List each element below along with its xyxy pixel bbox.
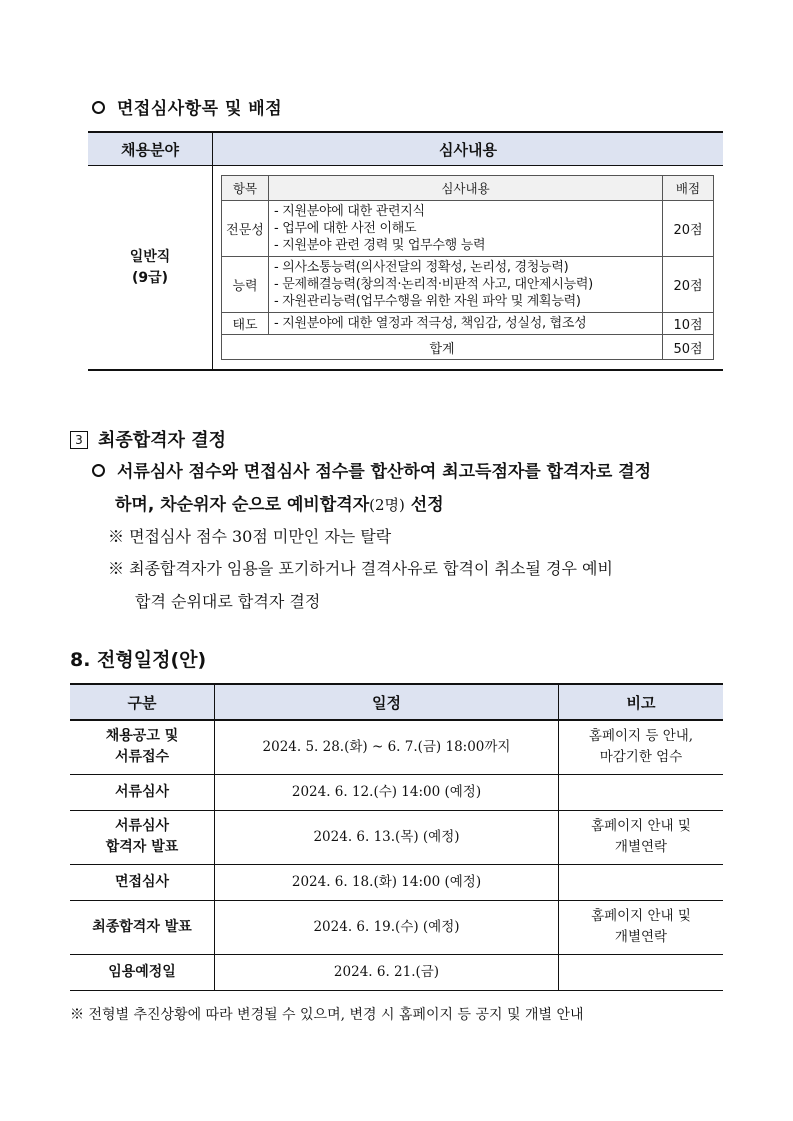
note-reserve-line2: 합격 순위대로 합격자 결정 [135,592,321,611]
schedule-memo [559,864,724,900]
schedule-memo [559,954,724,990]
criteria-details [269,313,663,335]
schedule-date: 2024. 6. 12.(수) 14:00 (예정) [215,774,559,810]
col-memo-header: 비고 [559,684,724,720]
schedule-row [70,954,723,990]
schedule-memo [559,720,724,774]
interview-criteria-heading [92,94,282,119]
inner-col-score: 배점 [663,176,714,201]
note-disqualify: ※ 면접심사 점수 30점 미만인 자는 탈락 [108,527,392,546]
paragraph-line-1 [92,456,732,489]
memo-line: 홈페이지 등 안내, [588,728,694,745]
criteria-item: 전문성 [222,201,269,257]
final-decision-title: 최종합격자 결정 [98,430,226,451]
memo-line: 홈페이지 안내 및 [591,818,691,834]
schedule-footnote: ※ 전형별 추진상황에 따라 변경될 수 있으며, 변경 시 홈페이지 등 공지 및 개별 안내 [70,1007,584,1023]
memo-line: 홈페이지 안내 및 [591,908,691,924]
field-cell [88,166,213,371]
schedule-date: 2024. 6. 21.(금) [215,954,559,990]
interview-table-body-row [88,166,723,371]
criteria-line: - 자원관리능력(업무수행을 위한 자원 파악 및 계획능력) [274,294,581,309]
criteria-row [222,201,714,257]
criteria-line: - 문제해결능력(창의적·논리적·비판적 사고, 대안제시능력) [274,277,593,292]
interview-table-header-row [88,132,723,166]
col-date-header: 일정 [215,684,559,720]
schedule-date: 2024. 6. 19.(수) (예정) [215,900,559,954]
schedule-header-row [70,684,723,720]
criteria-line: - 의사소통능력(의사전달의 정확성, 논리성, 경청능력) [274,260,569,275]
schedule-row [70,900,723,954]
schedule-category: 최종합격자 발표 [70,900,215,954]
memo-line: 마감기한 엄수 [599,749,683,766]
category-line: 서류심사 [114,818,170,834]
criteria-line: - 지원분야에 대한 열정과 적극성, 책임감, 성실성, 협조성 [274,316,587,331]
criteria-score: 20점 [663,257,714,313]
circle-bullet-icon [92,464,105,477]
inner-header-row [222,176,714,201]
schedule-category [70,810,215,864]
schedule-category: 임용예정일 [70,954,215,990]
schedule-category: 서류심사 [70,774,215,810]
schedule-date: 2024. 5. 28.(화) ~ 6. 7.(금) 18:00까지 [215,720,559,774]
criteria-line: - 지원분야 관련 경력 및 업무수행 능력 [274,238,486,253]
total-label: 합계 [222,335,663,360]
section-number-box: 3 [70,431,88,449]
content-cell [213,166,724,371]
schedule-date: 2024. 6. 13.(목) (예정) [215,810,559,864]
paragraph-text-1: 서류심사 점수와 면접심사 점수를 합산하여 최고득점자를 합격자로 결정 [117,462,652,482]
final-decision-heading [70,426,226,452]
schedule-heading: 8. 전형일정(안) [70,649,207,671]
category-line: 합격자 발표 [105,839,179,855]
schedule-row [70,774,723,810]
criteria-item: 능력 [222,257,269,313]
criteria-total-row [222,335,714,360]
schedule-row [70,810,723,864]
criteria-inner-table [221,175,714,360]
circle-bullet-icon [92,101,105,114]
paragraph-text-2c: 선정 [404,495,444,515]
field-name: 일반직 [129,248,171,265]
criteria-row [222,313,714,335]
final-decision-paragraph [92,456,732,522]
criteria-item: 태도 [222,313,269,335]
col-category-header: 구분 [70,684,215,720]
schedule-date: 2024. 6. 18.(화) 14:00 (예정) [215,864,559,900]
col-content-header: 심사내용 [213,132,724,166]
schedule-category: 면접심사 [70,864,215,900]
schedule-category [70,720,215,774]
inner-col-item: 항목 [222,176,269,201]
col-field-header: 채용분야 [88,132,213,166]
schedule-row [70,864,723,900]
paragraph-text-2a: 하며, 차순위자 순으로 예비합격자 [115,495,370,515]
category-line: 서류접수 [114,749,170,766]
schedule-memo [559,900,724,954]
criteria-details [269,257,663,313]
criteria-score: 20점 [663,201,714,257]
memo-line: 개별연락 [614,839,668,855]
criteria-row [222,257,714,313]
inner-col-content: 심사내용 [269,176,663,201]
field-grade: (9급) [131,269,169,286]
total-score: 50점 [663,335,714,360]
schedule-memo [559,810,724,864]
criteria-line: - 지원분야에 대한 관련지식 [274,204,425,219]
note-reserve [108,552,613,618]
interview-criteria-title: 면접심사항목 및 배점 [117,99,283,119]
schedule-table [70,683,723,991]
criteria-details [269,201,663,257]
criteria-line: - 업무에 대한 사전 이해도 [274,221,417,236]
note-reserve-line1: ※ 최종합격자가 임용을 포기하거나 결격사유로 합격이 취소될 경우 예비 [108,559,613,578]
memo-line: 개별연락 [614,929,668,945]
interview-criteria-table [88,131,723,371]
paragraph-line-2 [92,489,732,522]
criteria-score: 10점 [663,313,714,335]
category-line: 채용공고 및 [105,728,179,745]
schedule-memo [559,774,724,810]
schedule-row [70,720,723,774]
reserve-count: (2명) [369,496,405,514]
